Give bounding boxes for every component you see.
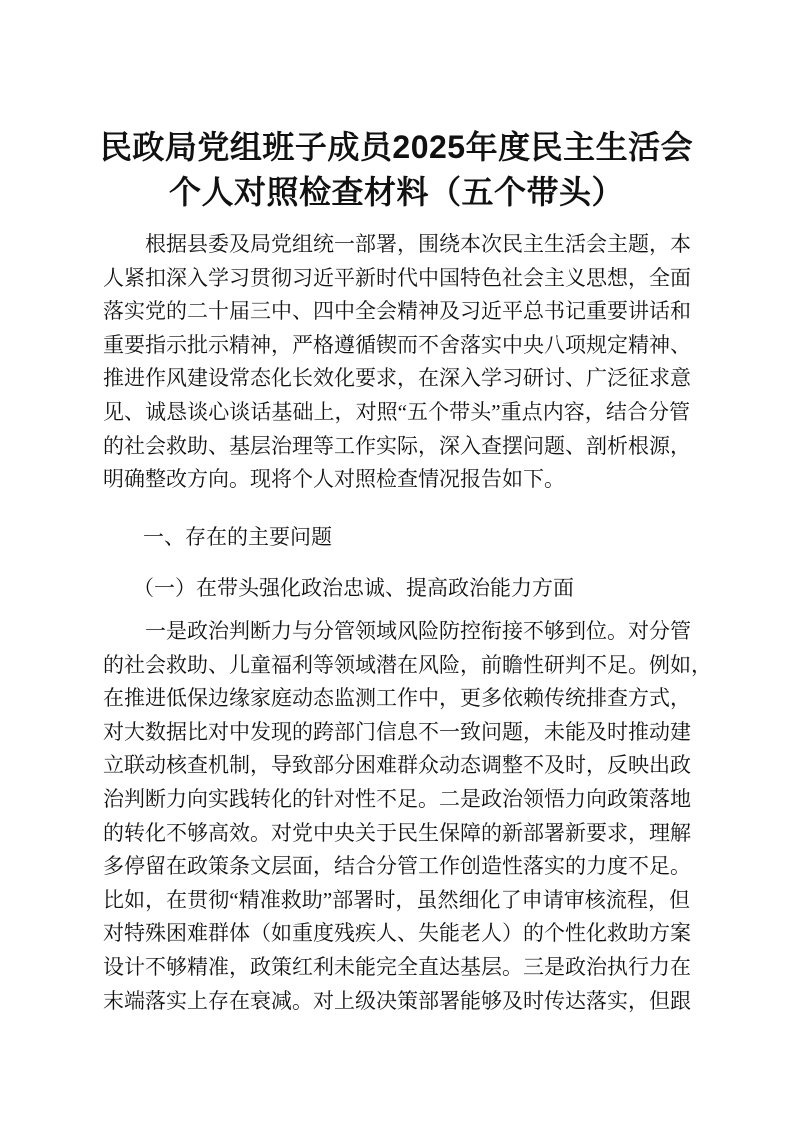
text-line: 落实党的二十届三中、四中全会精神及习近平总书记重要讲话和: [103, 299, 691, 324]
text-line: 一是政治判断力与分管领域风险防控衔接不够到位。对分管: [145, 619, 691, 643]
document-title-line-2: 个人对照检查材料（五个带头）: [168, 174, 624, 210]
intro-paragraph: [103, 228, 690, 497]
text-line: 设计不够精准，政策红利未能完全直达基层。三是政治执行力在: [103, 954, 691, 979]
text-line: 治判断力向实践转化的针对性不足。二是政治领悟力向政策落地: [103, 786, 691, 811]
text-line: 明确整改方向。现将个人对照检查情况报告如下。: [103, 467, 565, 492]
text-line: 的社会救助、基层治理等工作实际，深入查摆问题、剖析根源，: [103, 433, 691, 458]
text-line: 见、诚恳谈心谈话基础上，对照“五个带头”重点内容，结合分管: [103, 399, 690, 424]
text-line: 对大数据比对中发现的跨部门信息不一致问题，未能及时推动建: [103, 719, 691, 744]
text-line: 多停留在政策条文层面，结合分管工作创造性落实的力度不足。: [103, 854, 691, 879]
text-line: 推进作风建设常态化长效化要求，在深入学习研讨、广泛征求意: [103, 366, 691, 391]
subsection-heading: （一）在带头强化政治忠诚、提高政治能力方面: [133, 576, 574, 600]
text-line: 人紧扣深入学习贯彻习近平新时代中国特色社会主义思想，全面: [103, 265, 691, 290]
text-line: 根据县委及局党组统一部署，围绕本次民主生活会主题，本: [145, 232, 691, 256]
text-line: 比如，在贯彻“精准救助”部署时，虽然细化了申请审核流程，但: [103, 887, 690, 912]
text-line: 的社会救助、儿童福利等领域潜在风险，前瞻性研判不足。例如，: [103, 652, 712, 677]
text-line: 对特殊困难群体（如重度残疾人、失能老人）的个性化救助方案: [103, 921, 691, 946]
text-line: 重要指示批示精神，严格遵循锲而不舍落实中央八项规定精神、: [103, 332, 691, 357]
text-line: 末端落实上存在衰减。对上级决策部署能够及时传达落实，但跟: [103, 988, 691, 1013]
section-heading: 一、存在的主要问题: [143, 525, 332, 549]
body-paragraph: [103, 615, 712, 1018]
text-line: 在推进低保边缘家庭动态监测工作中，更多依赖传统排查方式，: [103, 686, 691, 711]
text-line: 立联动核查机制，导致部分困难群众动态调整不及时，反映出政: [103, 753, 691, 778]
text-line: 的转化不够高效。对党中央关于民生保障的新部署新要求，理解: [103, 820, 691, 845]
document-title-line-1: 民政局党组班子成员2025年度民主生活会: [99, 129, 694, 165]
